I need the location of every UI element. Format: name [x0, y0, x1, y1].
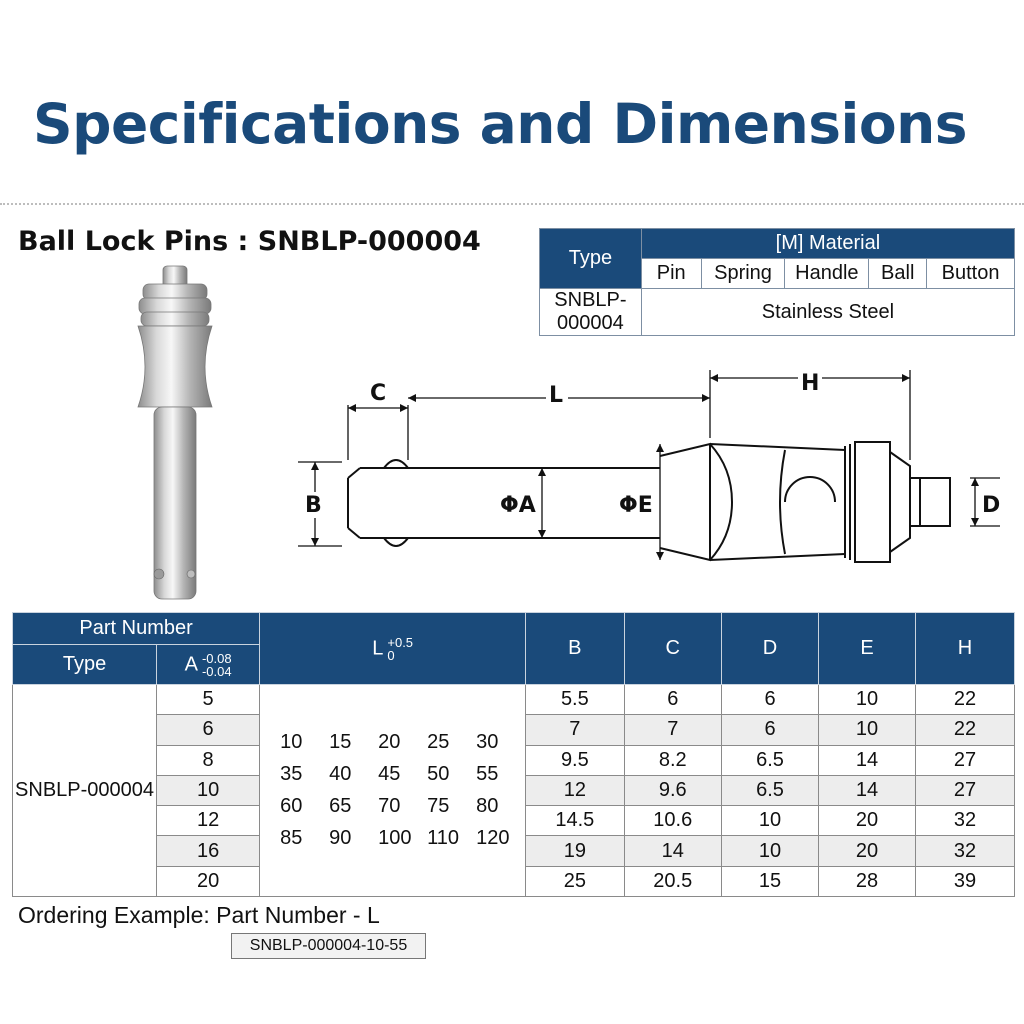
product-photo: [110, 262, 240, 607]
b-value: 25: [526, 866, 624, 896]
e-value: 20: [819, 836, 916, 866]
product-title: Ball Lock Pins : SNBLP-000004: [18, 226, 481, 257]
length-option: 70: [378, 795, 401, 818]
component-button: Button: [927, 259, 1015, 289]
a-value: 16: [157, 836, 260, 866]
section-divider: [0, 203, 1024, 205]
length-option: 85: [280, 827, 303, 850]
d-value: 15: [721, 866, 818, 896]
a-header: A -0.08 -0.04: [157, 645, 260, 685]
length-option: 20: [378, 731, 401, 754]
component-ball: Ball: [869, 259, 927, 289]
c-header: C: [624, 613, 721, 685]
dim-label-d: D: [982, 493, 1001, 518]
c-value: 6: [624, 685, 721, 715]
length-option: 45: [378, 763, 401, 786]
length-option: 55: [476, 763, 499, 786]
material-header: [M] Material: [641, 229, 1014, 259]
h-value: 27: [916, 775, 1015, 805]
a-value: 5: [157, 685, 260, 715]
b-value: 7: [526, 715, 624, 745]
a-value: 8: [157, 745, 260, 775]
component-pin: Pin: [641, 259, 701, 289]
d-value: 10: [721, 836, 818, 866]
d-value: 6: [721, 715, 818, 745]
material-value: Stainless Steel: [641, 289, 1014, 336]
type-header: Type: [13, 645, 157, 685]
length-option: 35: [280, 763, 303, 786]
d-header: D: [721, 613, 818, 685]
e-value: 10: [819, 685, 916, 715]
dim-label-l: L: [549, 383, 564, 408]
length-option: 10: [280, 731, 303, 754]
dim-label-c: C: [370, 381, 387, 406]
h-value: 22: [916, 715, 1015, 745]
l-header: L +0.5 0: [260, 613, 526, 685]
e-value: 28: [819, 866, 916, 896]
c-value: 7: [624, 715, 721, 745]
d-value: 6: [721, 685, 818, 715]
length-options: [260, 685, 526, 897]
length-option: 100: [378, 827, 412, 850]
type-value: SNBLP-000004: [13, 685, 157, 897]
material-type-value: SNBLP-000004: [540, 289, 642, 336]
d-value: 6.5: [721, 775, 818, 805]
h-header: H: [916, 613, 1015, 685]
d-value: 10: [721, 806, 818, 836]
length-option: 80: [476, 795, 499, 818]
length-option: 50: [427, 763, 450, 786]
dim-label-h: H: [801, 371, 820, 396]
e-value: 14: [819, 745, 916, 775]
dimension-drawing: [290, 360, 1020, 580]
e-value: 14: [819, 775, 916, 805]
b-value: 12: [526, 775, 624, 805]
h-value: 32: [916, 806, 1015, 836]
c-value: 9.6: [624, 775, 721, 805]
length-option: 40: [329, 763, 352, 786]
a-value: 20: [157, 866, 260, 896]
ordering-example: SNBLP-000004-10-55: [231, 933, 426, 959]
e-value: 10: [819, 715, 916, 745]
dim-label-a: ΦA: [500, 493, 536, 518]
dimensions-table: [12, 612, 1015, 897]
e-value: 20: [819, 806, 916, 836]
length-option: 90: [329, 827, 352, 850]
component-handle: Handle: [785, 259, 869, 289]
d-value: 6.5: [721, 745, 818, 775]
length-option: 110: [427, 827, 460, 850]
c-value: 10.6: [624, 806, 721, 836]
length-option: 120: [476, 827, 510, 850]
material-type-header: Type: [540, 229, 642, 289]
component-spring: Spring: [701, 259, 785, 289]
part-number-header: Part Number: [13, 613, 260, 645]
h-value: 22: [916, 685, 1015, 715]
length-option: 15: [329, 731, 352, 754]
material-table: [539, 228, 1015, 336]
a-value: 10: [157, 775, 260, 805]
b-value: 14.5: [526, 806, 624, 836]
a-value: 6: [157, 715, 260, 745]
table-row: [13, 685, 1015, 715]
a-value: 12: [157, 806, 260, 836]
b-value: 19: [526, 836, 624, 866]
b-value: 5.5: [526, 685, 624, 715]
c-value: 20.5: [624, 866, 721, 896]
c-value: 8.2: [624, 745, 721, 775]
page-title: Specifications and Dimensions: [32, 92, 968, 156]
length-option: 30: [476, 731, 499, 754]
e-header: E: [819, 613, 916, 685]
length-option: 60: [280, 795, 303, 818]
dim-label-b: B: [305, 493, 322, 518]
b-header: B: [526, 613, 624, 685]
dim-label-e: ΦE: [619, 493, 653, 518]
h-value: 27: [916, 745, 1015, 775]
h-value: 39: [916, 866, 1015, 896]
h-value: 32: [916, 836, 1015, 866]
ordering-label: Ordering Example: Part Number - L: [18, 902, 380, 928]
length-option: 75: [427, 795, 450, 818]
length-option: 25: [427, 731, 450, 754]
c-value: 14: [624, 836, 721, 866]
length-option: 65: [329, 795, 352, 818]
b-value: 9.5: [526, 745, 624, 775]
